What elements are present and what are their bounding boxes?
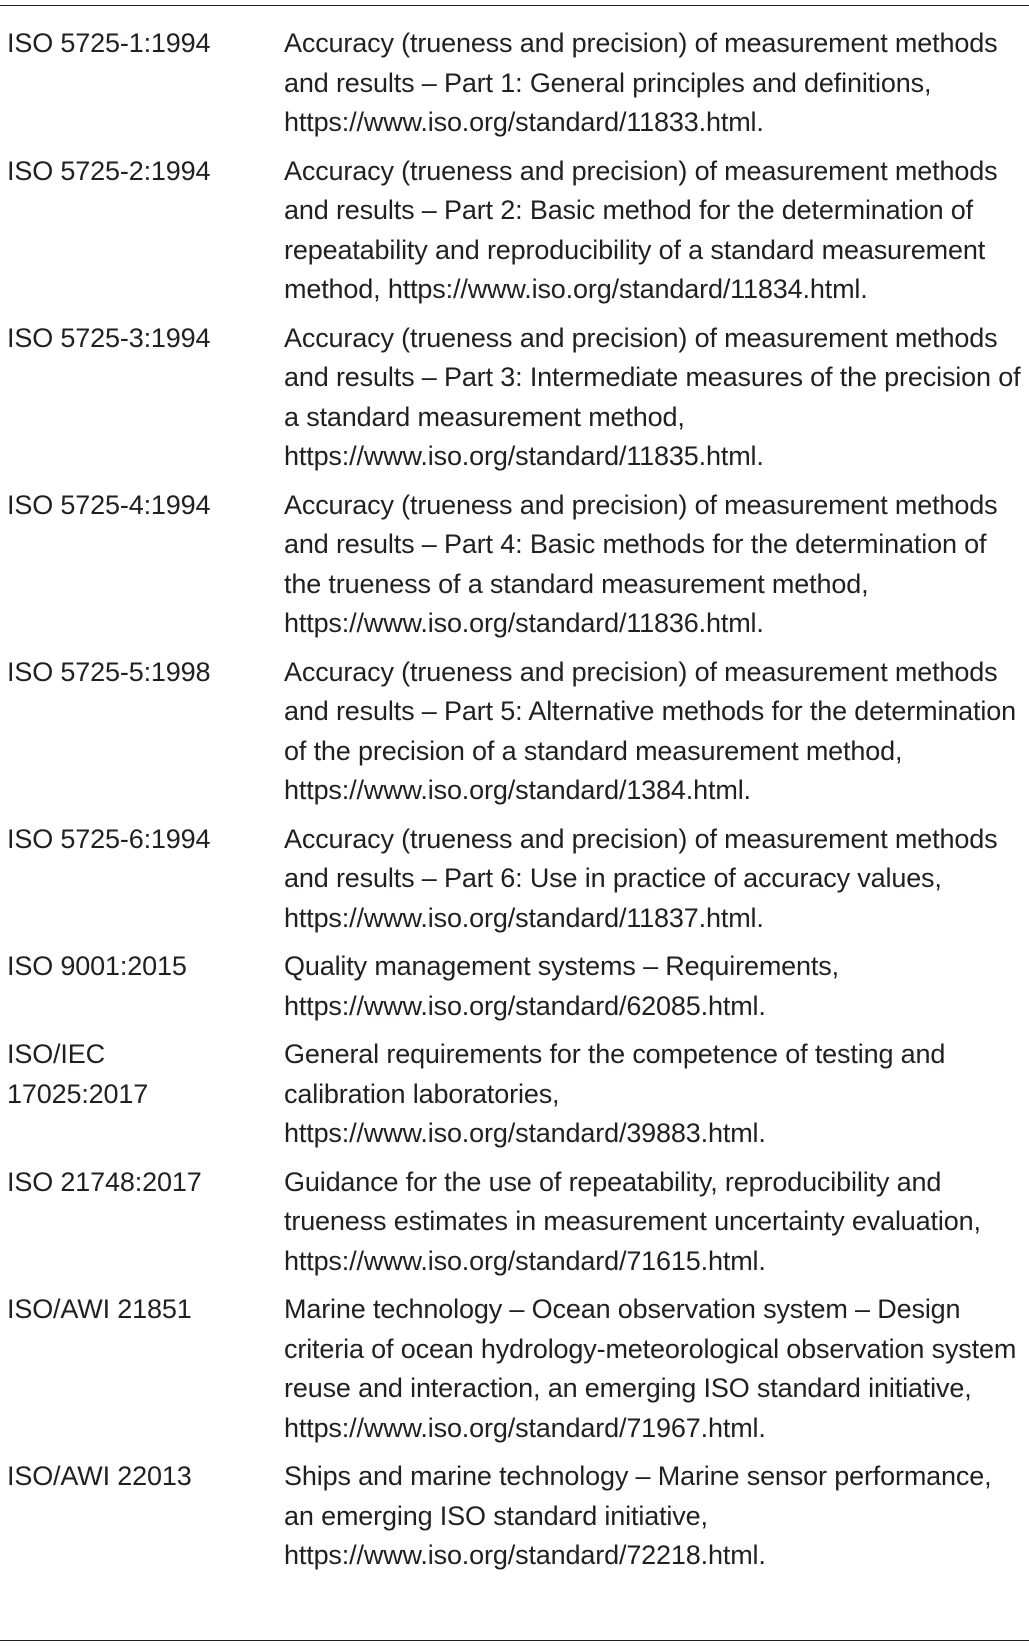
row-spacer-cell: [0, 477, 1029, 486]
table-top-rule: [0, 5, 1029, 6]
standard-code: ISO 5725-1:1994: [7, 28, 211, 58]
standard-code: ISO 5725-2:1994: [7, 155, 211, 186]
row-spacer: [0, 143, 1029, 152]
row-spacer: [0, 938, 1029, 947]
row-spacer-cell: [0, 811, 1029, 820]
table-body: [0, 24, 1029, 1576]
row-spacer-cell: [0, 1448, 1029, 1457]
table-row: [0, 1457, 1029, 1576]
standard-title: Accuracy (trueness and precision) of measurement methods and results – Part 3: Intermediate measures of the precision of a standard measurement method, https://www.iso.org/standard/11835.html.: [284, 322, 1021, 471]
row-spacer-cell: [0, 938, 1029, 947]
standard-code: ISO/AWI 21851: [7, 1294, 192, 1324]
table-row: [0, 152, 1029, 310]
row-spacer: [0, 1281, 1029, 1290]
standard-code: ISO 5725-3:1994: [7, 322, 211, 353]
standard-code: ISO 5725-4:1994: [7, 489, 211, 520]
table-row: [0, 486, 1029, 644]
row-spacer: [0, 477, 1029, 486]
row-spacer: [0, 1026, 1029, 1035]
standard-title: Accuracy (trueness and precision) of measurement methods and results – Part 1: General principles and definitions, https://www.iso.org/standard/11833.html.: [284, 28, 998, 137]
row-spacer: [0, 1154, 1029, 1163]
standard-title: Marine technology – Ocean observation system – Design criteria of ocean hydrology-meteorological observation system reuse and interaction, an emerging ISO standard initiative, https://www.iso.org/standard/71967.html.: [284, 1294, 1017, 1443]
standard-code: ISO 5725-6:1994: [7, 823, 211, 854]
standard-title: Guidance for the use of repeatability, reproducibility and trueness estimates in measurement uncertainty evaluation, https://www.iso.org/standard/71615.html.: [284, 1166, 981, 1276]
standard-title: Ships and marine technology – Marine sensor performance, an emerging ISO standard initiative, https://www.iso.org/standard/72218.html.: [284, 1461, 992, 1570]
row-spacer-cell: [0, 1281, 1029, 1290]
row-spacer: [0, 644, 1029, 653]
row-spacer: [0, 310, 1029, 319]
standard-code: ISO 21748:2017: [7, 1166, 202, 1197]
row-spacer-cell: [0, 644, 1029, 653]
standard-title: Accuracy (trueness and precision) of measurement methods and results – Part 6: Use in practice of accuracy values, https://www.iso.org/standard/11837.html.: [284, 823, 998, 933]
table-row: [0, 653, 1029, 811]
standard-title: Accuracy (trueness and precision) of measurement methods and results – Part 5: Alternative methods for the determination of the precision of a standard measurement method, https://www.iso.org/standard/1384.html.: [284, 656, 1016, 805]
standard-title: Accuracy (trueness and precision) of measurement methods and results – Part 2: Basic method for the determination of repeatability and reproducibility of a standard measurement method, https://www.iso.org/standard/11834.html.: [284, 155, 998, 304]
standard-code: ISO 5725-5:1998: [7, 656, 211, 687]
row-spacer: [0, 1448, 1029, 1457]
table-row: [0, 947, 1029, 1026]
row-spacer-cell: [0, 1026, 1029, 1035]
iso-standards-table: [0, 24, 1029, 1576]
standard-title: Quality management systems – Requirements, https://www.iso.org/standard/62085.html.: [284, 951, 839, 1021]
table-row: [0, 1290, 1029, 1448]
table-row: [0, 1035, 1029, 1154]
row-spacer-cell: [0, 143, 1029, 152]
row-spacer-cell: [0, 1154, 1029, 1163]
standard-code: ISO/IEC 17025:2017: [7, 1039, 149, 1109]
table-row: [0, 820, 1029, 939]
row-spacer-cell: [0, 310, 1029, 319]
standard-code: ISO/AWI 22013: [7, 1461, 192, 1491]
table-row: [0, 319, 1029, 477]
standard-code: ISO 9001:2015: [7, 951, 187, 981]
table-row: [0, 24, 1029, 143]
table-bottom-rule: [0, 1640, 1029, 1641]
table-row: [0, 1163, 1029, 1282]
standard-title: Accuracy (trueness and precision) of measurement methods and results – Part 4: Basic methods for the determination of the trueness of a standard measurement method, https://www.iso.org/standard/11836.html.: [284, 489, 998, 638]
standard-title: General requirements for the competence of testing and calibration laboratories, https://www.iso.org/standard/39883.html.: [284, 1039, 946, 1148]
row-spacer: [0, 811, 1029, 820]
